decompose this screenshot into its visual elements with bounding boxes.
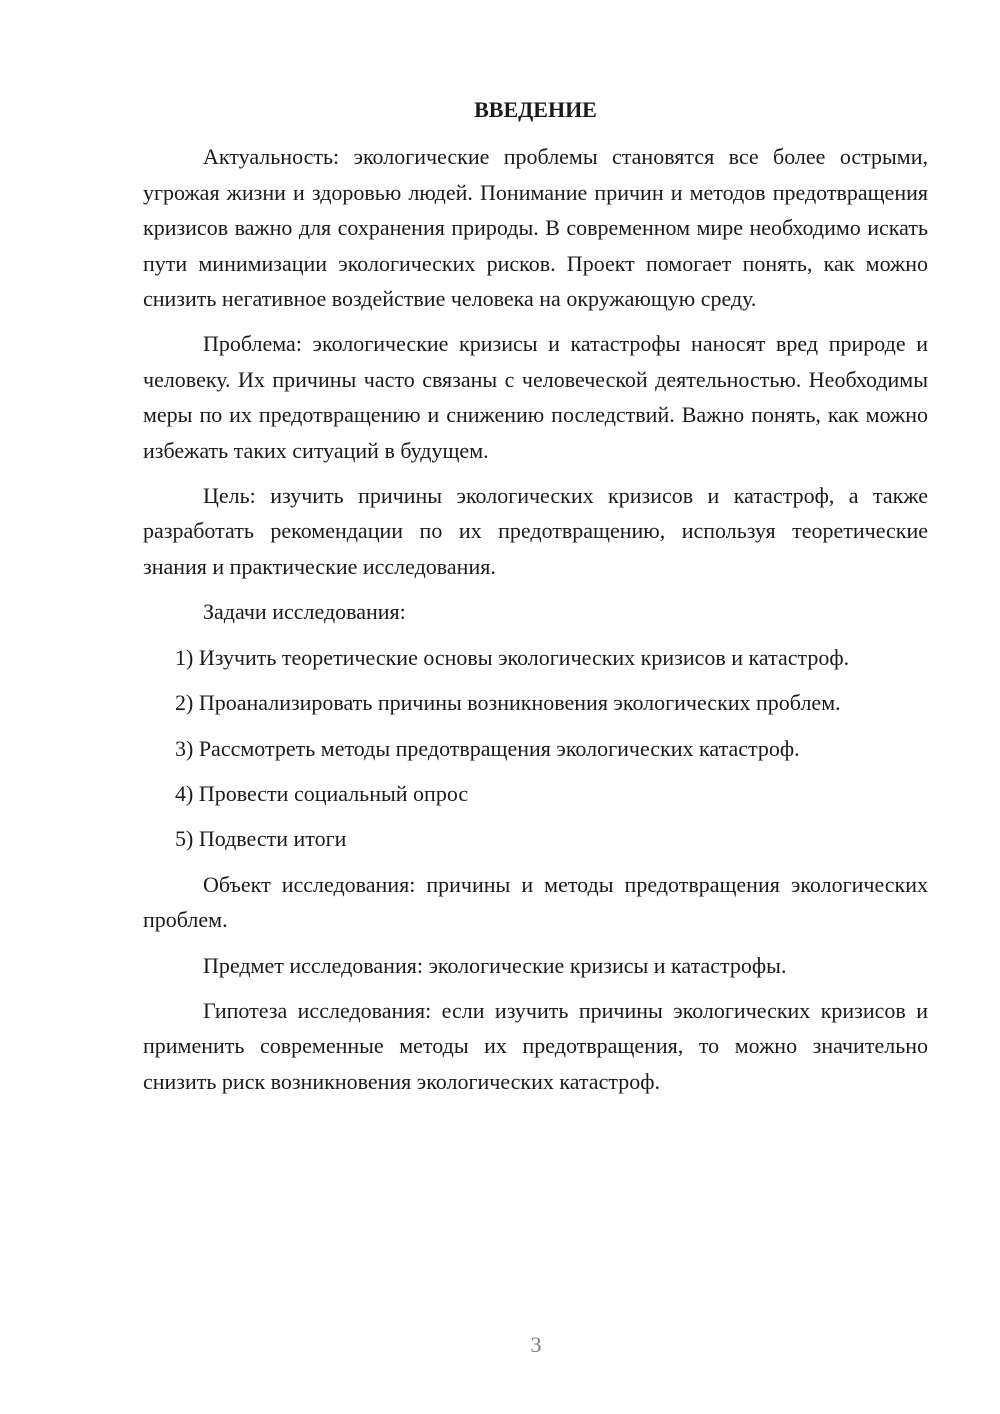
task-item-5: 5) Подвести итоги xyxy=(175,826,347,852)
task-item-2: 2) Проанализировать причины возникновения экологических проблем. xyxy=(175,690,841,716)
problem-paragraph: Проблема: экологические кризисы и катастрофы наносят вред природе и человеку. Их причины часто связаны с человеческой деятельностью. Необходимы меры по их предотвращению и снижению последствий. Важно понять, как можно избежать таких ситуаций в будущем. xyxy=(143,331,928,463)
task-item-4: 4) Провести социальный опрос xyxy=(175,780,469,806)
object-paragraph: Объект исследования: причины и методы предотвращения экологических проблем. xyxy=(143,871,928,933)
task-item-1: 1) Изучить теоретические основы экологических кризисов и катастроф. xyxy=(175,644,850,670)
page-title: ВВЕДЕНИЕ xyxy=(474,97,597,122)
page-content xyxy=(143,92,928,1099)
hypothesis-paragraph: Гипотеза исследования: если изучить причины экологических кризисов и применить современные методы их предотвращения, то можно значительно снизить риск возникновения экологических катастроф. xyxy=(143,997,928,1094)
page-number: 3 xyxy=(530,1332,542,1357)
goal-paragraph: Цель: изучить причины экологических кризисов и катастроф, а также разработать рекомендации по их предотвращению, используя теоретические знания и практические исследования. xyxy=(143,483,928,579)
task-item-3: 3) Рассмотреть методы предотвращения экологических катастроф. xyxy=(175,735,800,761)
subject-paragraph: Предмет исследования: экологические кризисы и катастрофы. xyxy=(203,952,787,978)
relevance-paragraph: Актуальность: экологические проблемы становятся все более острыми, угрожая жизни и здоровью людей. Понимание причин и методов предотвращения кризисов важно для сохранения природы. В современном мире необходимо искать пути минимизации экологических рисков. Проект помогает понять, как можно снизить негативное воздействие человека на окружающую среду. xyxy=(143,144,928,312)
tasks-heading: Задачи исследования: xyxy=(203,599,406,625)
